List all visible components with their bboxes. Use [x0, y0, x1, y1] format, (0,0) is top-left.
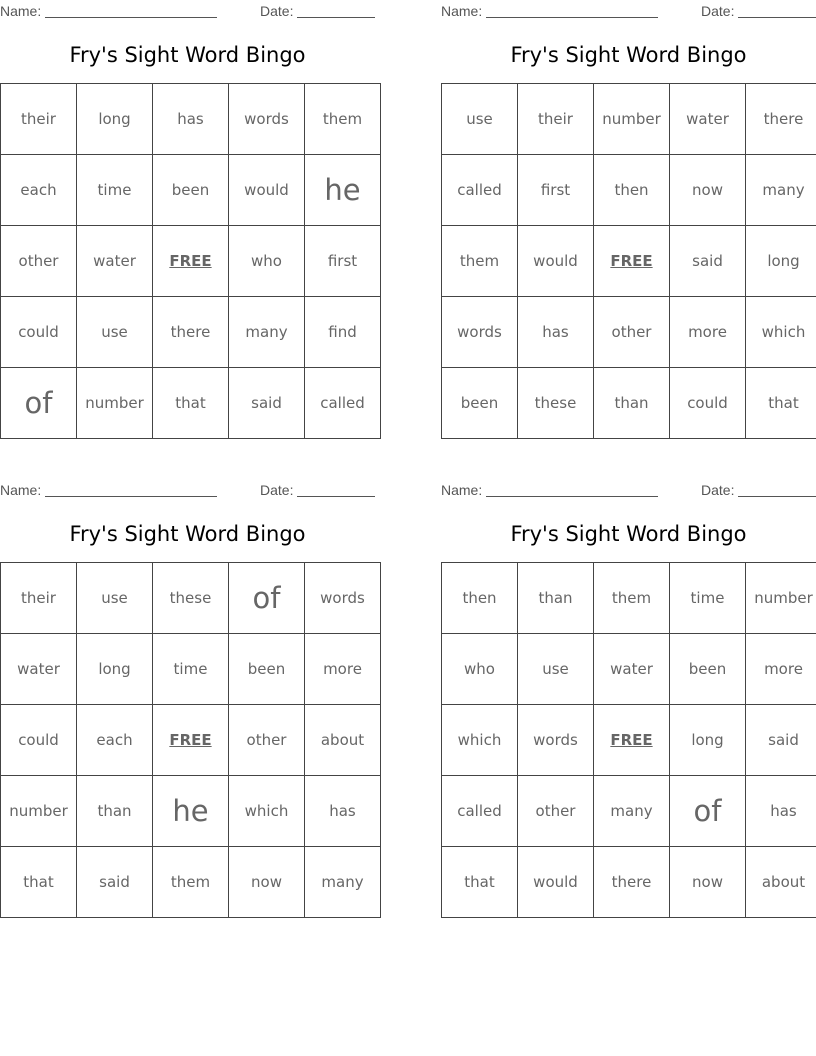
bingo-grid — [441, 562, 816, 918]
bingo-row — [442, 776, 816, 847]
bingo-row — [1, 226, 381, 297]
bingo-cell: has — [153, 84, 229, 155]
date-blank-line — [297, 496, 375, 497]
bingo-cell: use — [77, 297, 153, 368]
bingo-cell: long — [77, 634, 153, 705]
bingo-cell: then — [594, 155, 670, 226]
bingo-cell: he — [153, 776, 229, 847]
bingo-row — [442, 705, 816, 776]
bingo-cell: number — [77, 368, 153, 439]
bingo-grid — [0, 562, 381, 918]
bingo-cell: now — [670, 155, 746, 226]
bingo-cell: that — [153, 368, 229, 439]
bingo-cell: called — [442, 776, 518, 847]
bingo-cell: said — [746, 705, 816, 776]
bingo-cell: could — [1, 297, 77, 368]
bingo-cell: each — [1, 155, 77, 226]
bingo-cell: now — [670, 847, 746, 918]
bingo-card-4 — [441, 479, 816, 911]
name-label: Name: — [441, 482, 483, 498]
bingo-row — [1, 84, 381, 155]
bingo-cell: their — [1, 563, 77, 634]
bingo-row — [1, 847, 381, 918]
bingo-cell: number — [746, 563, 816, 634]
name-label: Name: — [0, 3, 42, 19]
bingo-cell: been — [153, 155, 229, 226]
bingo-cell: said — [229, 368, 305, 439]
bingo-cell: said — [670, 226, 746, 297]
bingo-card-3 — [0, 479, 375, 911]
bingo-cell: water — [1, 634, 77, 705]
card-header — [0, 3, 375, 19]
card-header — [441, 3, 816, 19]
bingo-cell: he — [305, 155, 381, 226]
card-header — [0, 482, 375, 498]
free-space: FREE — [594, 705, 670, 776]
bingo-row — [442, 155, 816, 226]
bingo-cell: of — [229, 563, 305, 634]
bingo-grid — [441, 83, 816, 439]
bingo-cell: long — [670, 705, 746, 776]
name-blank-line — [45, 17, 217, 18]
bingo-cell: number — [594, 84, 670, 155]
bingo-cell: said — [77, 847, 153, 918]
bingo-cell: other — [229, 705, 305, 776]
bingo-cell: then — [442, 563, 518, 634]
date-label: Date: — [260, 3, 294, 19]
free-space: FREE — [153, 226, 229, 297]
bingo-cell: been — [670, 634, 746, 705]
bingo-cell: them — [153, 847, 229, 918]
bingo-cell: long — [746, 226, 816, 297]
bingo-cell: many — [305, 847, 381, 918]
bingo-cell: who — [229, 226, 305, 297]
bingo-cell: words — [442, 297, 518, 368]
bingo-row — [442, 634, 816, 705]
bingo-cell: about — [746, 847, 816, 918]
bingo-cell: their — [1, 84, 77, 155]
bingo-cell: time — [153, 634, 229, 705]
card-header — [441, 482, 816, 498]
date-blank-line — [297, 17, 375, 18]
bingo-row — [1, 297, 381, 368]
bingo-cell: than — [594, 368, 670, 439]
date-label: Date: — [701, 482, 735, 498]
bingo-cell: could — [670, 368, 746, 439]
bingo-cell: there — [594, 847, 670, 918]
bingo-cell: use — [442, 84, 518, 155]
bingo-cell: them — [305, 84, 381, 155]
bingo-cell: other — [518, 776, 594, 847]
bingo-cell: that — [442, 847, 518, 918]
bingo-row — [1, 634, 381, 705]
bingo-cell: who — [442, 634, 518, 705]
bingo-row — [442, 368, 816, 439]
bingo-row — [442, 297, 816, 368]
card-title: Fry's Sight Word Bingo — [69, 43, 306, 67]
bingo-cell: more — [746, 634, 816, 705]
bingo-cell: them — [442, 226, 518, 297]
bingo-card-2 — [441, 0, 816, 432]
bingo-cell: more — [670, 297, 746, 368]
bingo-cell: other — [1, 226, 77, 297]
bingo-cell: which — [442, 705, 518, 776]
bingo-cell: each — [77, 705, 153, 776]
bingo-cell: about — [305, 705, 381, 776]
bingo-cell: now — [229, 847, 305, 918]
bingo-cell: which — [746, 297, 816, 368]
bingo-grid — [0, 83, 381, 439]
bingo-cell: would — [518, 226, 594, 297]
name-blank-line — [486, 496, 658, 497]
bingo-cell: than — [77, 776, 153, 847]
bingo-cell: first — [305, 226, 381, 297]
bingo-row — [1, 776, 381, 847]
bingo-cell: which — [229, 776, 305, 847]
bingo-cell: been — [229, 634, 305, 705]
bingo-cell: many — [594, 776, 670, 847]
bingo-cell: first — [518, 155, 594, 226]
date-blank-line — [738, 496, 816, 497]
bingo-cell: long — [77, 84, 153, 155]
bingo-cell: there — [153, 297, 229, 368]
date-label: Date: — [701, 3, 735, 19]
bingo-cell: water — [77, 226, 153, 297]
bingo-cell: these — [153, 563, 229, 634]
name-label: Name: — [441, 3, 483, 19]
date-blank-line — [738, 17, 816, 18]
date-label: Date: — [260, 482, 294, 498]
card-title: Fry's Sight Word Bingo — [510, 522, 747, 546]
bingo-cell: would — [229, 155, 305, 226]
bingo-cell: their — [518, 84, 594, 155]
bingo-cell: use — [518, 634, 594, 705]
card-title: Fry's Sight Word Bingo — [510, 43, 747, 67]
bingo-cell: of — [670, 776, 746, 847]
bingo-cell: called — [305, 368, 381, 439]
name-blank-line — [45, 496, 217, 497]
bingo-cell: time — [670, 563, 746, 634]
bingo-cell: water — [594, 634, 670, 705]
bingo-cell: find — [305, 297, 381, 368]
bingo-cell: words — [305, 563, 381, 634]
name-blank-line — [486, 17, 658, 18]
free-space: FREE — [594, 226, 670, 297]
bingo-cell: these — [518, 368, 594, 439]
bingo-cell: number — [1, 776, 77, 847]
bingo-cell: many — [229, 297, 305, 368]
bingo-cell: them — [594, 563, 670, 634]
bingo-cell: water — [670, 84, 746, 155]
bingo-row — [442, 563, 816, 634]
bingo-row — [1, 563, 381, 634]
bingo-cell: called — [442, 155, 518, 226]
bingo-cell: would — [518, 847, 594, 918]
bingo-row — [1, 705, 381, 776]
bingo-cell: words — [229, 84, 305, 155]
bingo-cell: use — [77, 563, 153, 634]
bingo-cell: has — [305, 776, 381, 847]
bingo-cell: than — [518, 563, 594, 634]
bingo-cell: words — [518, 705, 594, 776]
bingo-cell: been — [442, 368, 518, 439]
bingo-cell: there — [746, 84, 816, 155]
bingo-row — [1, 368, 381, 439]
bingo-cell: that — [1, 847, 77, 918]
bingo-cell: has — [518, 297, 594, 368]
free-space: FREE — [153, 705, 229, 776]
bingo-cell: of — [1, 368, 77, 439]
bingo-cell: other — [594, 297, 670, 368]
bingo-cell: could — [1, 705, 77, 776]
bingo-cell: many — [746, 155, 816, 226]
bingo-card-1 — [0, 0, 375, 432]
name-label: Name: — [0, 482, 42, 498]
bingo-row — [442, 84, 816, 155]
bingo-cell: that — [746, 368, 816, 439]
card-title: Fry's Sight Word Bingo — [69, 522, 306, 546]
bingo-row — [1, 155, 381, 226]
bingo-row — [442, 226, 816, 297]
bingo-cell: time — [77, 155, 153, 226]
bingo-cell: has — [746, 776, 816, 847]
bingo-cell: more — [305, 634, 381, 705]
bingo-row — [442, 847, 816, 918]
